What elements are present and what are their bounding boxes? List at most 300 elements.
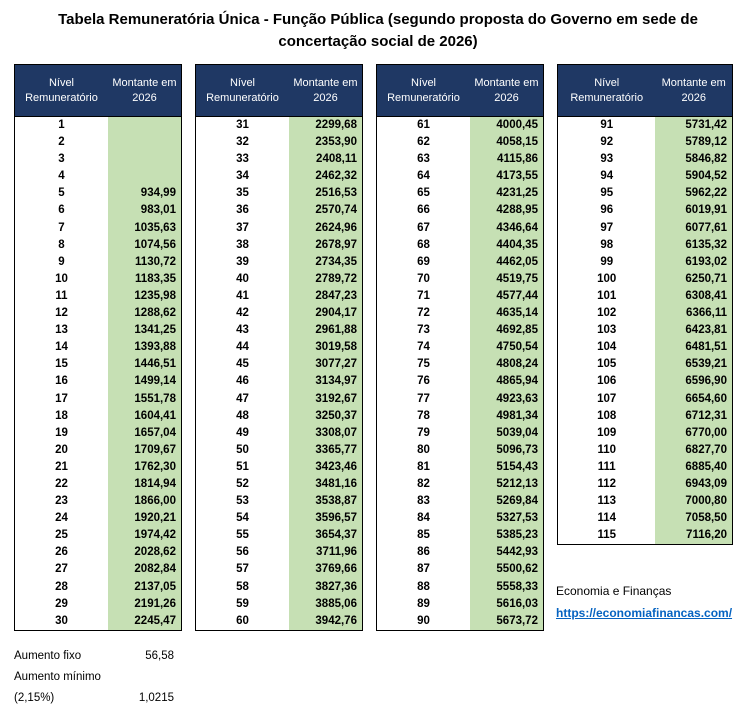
- table-row: [196, 425, 362, 442]
- montante-cell: 6827,70: [655, 442, 732, 459]
- table-row: [558, 220, 732, 237]
- nivel-cell: 90: [417, 614, 430, 627]
- montante-header: Montante em 2026: [293, 76, 358, 104]
- table-row: [15, 339, 181, 356]
- nivel-cell: 4: [58, 170, 65, 183]
- page-title: [0, 9, 756, 53]
- nivel-cell: 45: [236, 358, 249, 371]
- montante-cell: 5500,62: [470, 561, 543, 578]
- montante-cell: 4404,35: [470, 237, 543, 254]
- fixed-increase-line: [14, 646, 174, 667]
- montante-cell: 3019,58: [289, 339, 362, 356]
- table-row: [15, 493, 181, 510]
- nivel-cell: 82: [417, 477, 430, 490]
- nivel-cell: 64: [417, 170, 430, 183]
- nivel-cell: 76: [417, 375, 430, 388]
- table-body-3: [377, 117, 543, 630]
- nivel-cell: 110: [597, 443, 616, 456]
- nivel-cell: 102: [597, 307, 617, 320]
- table-row: [377, 288, 543, 305]
- nivel-header: Nível Remuneratório: [206, 76, 279, 104]
- montante-cell: 6366,11: [655, 305, 732, 322]
- nivel-cell: 63: [417, 153, 430, 166]
- table-row: [15, 544, 181, 561]
- nivel-cell: 25: [55, 529, 68, 542]
- nivel-cell: 8: [58, 238, 65, 251]
- table-row: [196, 561, 362, 578]
- nivel-cell: 49: [236, 426, 249, 439]
- table-row: [377, 151, 543, 168]
- table-row: [15, 527, 181, 544]
- table-row: [377, 322, 543, 339]
- table-row: [558, 117, 732, 134]
- nivel-cell: 57: [236, 563, 249, 576]
- table-row: [377, 544, 543, 561]
- nivel-cell: 38: [236, 238, 249, 251]
- table-row: [15, 305, 181, 322]
- montante-cell: 2353,90: [289, 134, 362, 151]
- montante-cell: 2789,72: [289, 271, 362, 288]
- montante-cell: 4577,44: [470, 288, 543, 305]
- table-row: [377, 561, 543, 578]
- nivel-cell: 99: [600, 255, 614, 268]
- table-row: [196, 339, 362, 356]
- nivel-cell: 50: [236, 443, 249, 456]
- nivel-cell: 34: [236, 170, 249, 183]
- nivel-cell: 59: [236, 597, 249, 610]
- montante-cell: 3711,96: [289, 544, 362, 561]
- montante-cell: 4692,85: [470, 322, 543, 339]
- credit-name: Economia e Finanças: [556, 584, 672, 598]
- table-row: [196, 476, 362, 493]
- nivel-cell: 17: [55, 392, 68, 405]
- page-title-line1: Tabela Remuneratória Única - Função Pública (segundo proposta do Governo em sede de: [58, 11, 698, 28]
- montante-cell: 2516,53: [289, 185, 362, 202]
- montante-cell: 7058,50: [655, 510, 732, 527]
- table-row: [377, 579, 543, 596]
- nivel-cell: 88: [417, 580, 430, 593]
- montante-cell: 1130,72: [108, 254, 181, 271]
- nivel-cell: 73: [417, 324, 430, 337]
- montante-cell: 6885,40: [655, 459, 732, 476]
- montante-cell: 6308,41: [655, 288, 732, 305]
- table-row: [15, 459, 181, 476]
- page-title-line2: concertação social de 2026): [278, 33, 478, 50]
- montante-cell: 4981,34: [470, 408, 543, 425]
- table-row: [377, 356, 543, 373]
- table-row: [377, 442, 543, 459]
- nivel-cell: 20: [55, 443, 68, 456]
- nivel-cell: 47: [236, 392, 249, 405]
- table-row: [377, 391, 543, 408]
- montante-cell: 4000,45: [470, 117, 543, 134]
- montante-cell: 6077,61: [655, 220, 732, 237]
- montante-cell: 3769,66: [289, 561, 362, 578]
- table-row: [558, 476, 732, 493]
- table-row: [377, 476, 543, 493]
- nivel-cell: 114: [597, 512, 616, 525]
- nivel-cell: 24: [55, 512, 68, 525]
- montante-cell: 2191,26: [108, 596, 181, 613]
- table-row: [15, 271, 181, 288]
- table-header: [15, 65, 181, 117]
- table-row: [196, 322, 362, 339]
- table-row: [15, 254, 181, 271]
- table-row: [196, 459, 362, 476]
- table-row: [196, 373, 362, 390]
- table-row: [377, 305, 543, 322]
- nivel-header: Nível Remuneratório: [25, 76, 98, 104]
- nivel-cell: 109: [597, 426, 617, 439]
- nivel-cell: 7: [58, 221, 65, 234]
- table-row: [196, 271, 362, 288]
- montante-cell: 4865,94: [470, 373, 543, 390]
- table-row: [15, 596, 181, 613]
- table-row: [377, 134, 543, 151]
- nivel-cell: 108: [597, 409, 617, 422]
- table-row: [558, 459, 732, 476]
- nivel-cell: 52: [236, 477, 249, 490]
- montante-cell: 5269,84: [470, 493, 543, 510]
- nivel-cell: 111: [597, 460, 616, 473]
- montante-cell: 1288,62: [108, 305, 181, 322]
- montante-cell: 2847,23: [289, 288, 362, 305]
- montante-header: Montante em 2026: [112, 76, 177, 104]
- nivel-cell: 83: [417, 495, 430, 508]
- table-row: [15, 442, 181, 459]
- table-row: [196, 151, 362, 168]
- nivel-cell: 43: [236, 324, 249, 337]
- montante-cell: 4519,75: [470, 271, 543, 288]
- nivel-cell: 27: [55, 563, 68, 576]
- table-row: [377, 527, 543, 544]
- nivel-cell: 104: [597, 341, 617, 354]
- nivel-cell: 44: [236, 341, 249, 354]
- montante-cell: 5327,53: [470, 510, 543, 527]
- montante-cell: 2462,32: [289, 168, 362, 185]
- nivel-cell: 101: [597, 289, 617, 302]
- table-row: [558, 271, 732, 288]
- nivel-cell: 30: [55, 614, 68, 627]
- montante-cell: 5673,72: [470, 613, 543, 630]
- table-row: [377, 425, 543, 442]
- montante-cell: [108, 151, 181, 168]
- montante-cell: 3134,97: [289, 373, 362, 390]
- table-row: [196, 613, 362, 630]
- montante-cell: 1183,35: [108, 271, 181, 288]
- nivel-cell: 105: [597, 358, 617, 371]
- fixed-increase-value: 56,58: [145, 650, 174, 662]
- montante-cell: 5962,22: [655, 185, 732, 202]
- table-row: [377, 613, 543, 630]
- nivel-cell: 74: [417, 341, 430, 354]
- montante-cell: 6943,09: [655, 476, 732, 493]
- table-row: [196, 202, 362, 219]
- nivel-cell: 48: [236, 409, 249, 422]
- table-row: [15, 288, 181, 305]
- nivel-header: Nível Remuneratório: [570, 76, 644, 104]
- nivel-cell: 15: [55, 358, 68, 371]
- table-row: [558, 134, 732, 151]
- nivel-cell: 53: [236, 495, 249, 508]
- table-row: [558, 151, 732, 168]
- montante-cell: 5039,04: [470, 425, 543, 442]
- montante-cell: 1657,04: [108, 425, 181, 442]
- montante-cell: 6193,02: [655, 254, 732, 271]
- nivel-cell: 70: [417, 272, 430, 285]
- table-row: [196, 117, 362, 134]
- table-row: [377, 254, 543, 271]
- nivel-cell: 103: [597, 324, 617, 337]
- montante-cell: 4635,14: [470, 305, 543, 322]
- table-row: [377, 493, 543, 510]
- montante-cell: 1035,63: [108, 220, 181, 237]
- montante-cell: 3365,77: [289, 442, 362, 459]
- nivel-cell: 69: [417, 255, 430, 268]
- table-row: [377, 185, 543, 202]
- table-row: [196, 168, 362, 185]
- nivel-cell: 18: [55, 409, 68, 422]
- table-row: [558, 510, 732, 527]
- nivel-cell: 31: [236, 119, 249, 131]
- nivel-cell: 79: [417, 426, 430, 439]
- table-row: [558, 391, 732, 408]
- nivel-cell: 58: [236, 580, 249, 593]
- montante-cell: 2678,97: [289, 237, 362, 254]
- nivel-cell: 77: [417, 392, 430, 405]
- nivel-cell: 32: [236, 136, 249, 149]
- table-row: [377, 117, 543, 134]
- table-header: [558, 65, 732, 117]
- table-row: [377, 202, 543, 219]
- nivel-cell: 112: [597, 477, 616, 490]
- nivel-cell: 95: [600, 187, 614, 200]
- table-row: [15, 579, 181, 596]
- table-row: [15, 476, 181, 493]
- table-row: [196, 527, 362, 544]
- montante-cell: 2624,96: [289, 220, 362, 237]
- table-row: [196, 185, 362, 202]
- nivel-cell: 10: [55, 272, 68, 285]
- montante-cell: 1235,98: [108, 288, 181, 305]
- montante-cell: 1920,21: [108, 510, 181, 527]
- montante-cell: 5846,82: [655, 151, 732, 168]
- summary-block: [14, 646, 174, 709]
- montante-cell: 2570,74: [289, 202, 362, 219]
- montante-cell: 1814,94: [108, 476, 181, 493]
- montante-cell: 3250,37: [289, 408, 362, 425]
- montante-cell: 2408,11: [289, 151, 362, 168]
- montante-cell: 7116,20: [655, 527, 732, 544]
- nivel-cell: 113: [597, 495, 616, 508]
- nivel-cell: 22: [55, 477, 68, 490]
- table-body-1: [15, 117, 181, 630]
- montante-cell: 4231,25: [470, 185, 543, 202]
- nivel-cell: 23: [55, 495, 68, 508]
- nivel-cell: 21: [55, 460, 68, 473]
- montante-cell: 5616,03: [470, 596, 543, 613]
- table-row: [377, 339, 543, 356]
- montante-cell: 1341,25: [108, 322, 181, 339]
- table-row: [15, 237, 181, 254]
- table-header: [196, 65, 362, 117]
- montante-cell: 4750,54: [470, 339, 543, 356]
- table-row: [196, 442, 362, 459]
- nivel-cell: 80: [417, 443, 430, 456]
- montante-cell: 1866,00: [108, 493, 181, 510]
- montante-cell: 2137,05: [108, 579, 181, 596]
- montante-cell: 2961,88: [289, 322, 362, 339]
- montante-cell: 2245,47: [108, 613, 181, 630]
- montante-cell: 6019,91: [655, 202, 732, 219]
- nivel-cell: 56: [236, 546, 249, 559]
- montante-cell: 1974,42: [108, 527, 181, 544]
- nivel-cell: 87: [417, 563, 430, 576]
- table-row: [196, 288, 362, 305]
- min-increase-label-line: [14, 667, 174, 688]
- nivel-cell: 71: [417, 289, 430, 302]
- min-increase-pct: (2,15%): [14, 692, 55, 704]
- nivel-cell: 84: [417, 512, 430, 525]
- table-row: [196, 510, 362, 527]
- montante-cell: 2734,35: [289, 254, 362, 271]
- montante-cell: 7000,80: [655, 493, 732, 510]
- table-row: [15, 220, 181, 237]
- montante-cell: 4058,15: [470, 134, 543, 151]
- nivel-cell: 40: [236, 272, 249, 285]
- table-row: [15, 391, 181, 408]
- montante-cell: 1709,67: [108, 442, 181, 459]
- nivel-cell: 55: [236, 529, 249, 542]
- montante-cell: 5154,43: [470, 459, 543, 476]
- table-row: [196, 579, 362, 596]
- montante-cell: 4288,95: [470, 202, 543, 219]
- montante-header: Montante em 2026: [474, 76, 539, 104]
- montante-cell: 1393,88: [108, 339, 181, 356]
- nivel-cell: 62: [417, 136, 430, 149]
- montante-cell: 1762,30: [108, 459, 181, 476]
- montante-cell: 5442,93: [470, 544, 543, 561]
- nivel-cell: 92: [600, 136, 614, 149]
- salary-table-3: [376, 64, 544, 631]
- table-row: [15, 202, 181, 219]
- montante-cell: 1446,51: [108, 356, 181, 373]
- nivel-cell: 14: [55, 341, 68, 354]
- nivel-cell: 3: [58, 153, 65, 166]
- nivel-cell: 51: [236, 460, 249, 473]
- montante-cell: 3596,57: [289, 510, 362, 527]
- nivel-cell: 37: [236, 221, 249, 234]
- nivel-cell: 41: [236, 289, 249, 302]
- montante-cell: 4462,05: [470, 254, 543, 271]
- min-increase-value-line: [14, 688, 174, 709]
- table-row: [558, 339, 732, 356]
- montante-cell: 6481,51: [655, 339, 732, 356]
- nivel-cell: 100: [597, 272, 617, 285]
- table-row: [15, 408, 181, 425]
- table-row: [558, 493, 732, 510]
- montante-cell: 3885,06: [289, 596, 362, 613]
- table-row: [558, 185, 732, 202]
- table-row: [196, 254, 362, 271]
- nivel-cell: 26: [55, 546, 68, 559]
- table-row: [196, 305, 362, 322]
- table-row: [558, 168, 732, 185]
- nivel-cell: 28: [55, 580, 68, 593]
- nivel-cell: 16: [55, 375, 68, 388]
- montante-cell: 4115,86: [470, 151, 543, 168]
- salary-table-4: [557, 64, 733, 545]
- table-row: [15, 561, 181, 578]
- montante-cell: 4923,63: [470, 391, 543, 408]
- montante-cell: 3827,36: [289, 579, 362, 596]
- montante-cell: 1499,14: [108, 373, 181, 390]
- nivel-cell: 115: [597, 529, 616, 542]
- table-row: [558, 237, 732, 254]
- nivel-cell: 72: [417, 307, 430, 320]
- nivel-cell: 65: [417, 187, 430, 200]
- montante-cell: 6423,81: [655, 322, 732, 339]
- montante-cell: 5096,73: [470, 442, 543, 459]
- montante-cell: 6712,31: [655, 408, 732, 425]
- table-row: [196, 220, 362, 237]
- montante-cell: 3423,46: [289, 459, 362, 476]
- nivel-cell: 1: [58, 119, 65, 131]
- nivel-cell: 66: [417, 204, 430, 217]
- table-row: [558, 322, 732, 339]
- montante-cell: 5558,33: [470, 579, 543, 596]
- nivel-cell: 33: [236, 153, 249, 166]
- table-row: [558, 527, 732, 544]
- nivel-cell: 6: [58, 204, 65, 217]
- nivel-cell: 98: [600, 238, 614, 251]
- montante-cell: 4173,55: [470, 168, 543, 185]
- table-row: [377, 220, 543, 237]
- montante-cell: 1074,56: [108, 237, 181, 254]
- nivel-cell: 39: [236, 255, 249, 268]
- table-row: [377, 271, 543, 288]
- table-row: [377, 168, 543, 185]
- table-row: [196, 544, 362, 561]
- montante-cell: [108, 168, 181, 185]
- montante-cell: [108, 117, 181, 134]
- nivel-cell: 46: [236, 375, 249, 388]
- nivel-cell: 93: [600, 153, 614, 166]
- montante-cell: 5385,23: [470, 527, 543, 544]
- montante-cell: 5789,12: [655, 134, 732, 151]
- credit-link[interactable]: https://economiafinancas.com/: [556, 606, 733, 620]
- nivel-cell: 5: [58, 187, 65, 200]
- salary-table-2: [195, 64, 363, 631]
- table-row: [15, 373, 181, 390]
- table-row: [558, 288, 732, 305]
- montante-cell: 6539,21: [655, 356, 732, 373]
- montante-cell: 3481,16: [289, 476, 362, 493]
- montante-cell: 2082,84: [108, 561, 181, 578]
- nivel-cell: 81: [417, 460, 430, 473]
- montante-cell: [108, 134, 181, 151]
- table-row: [196, 134, 362, 151]
- nivel-cell: 89: [417, 597, 430, 610]
- nivel-cell: 54: [236, 512, 249, 525]
- tables-row: [14, 64, 733, 631]
- table-row: [558, 305, 732, 322]
- montante-cell: 3077,27: [289, 356, 362, 373]
- montante-header: Montante em 2026: [661, 76, 726, 104]
- table-header: [377, 65, 543, 117]
- table-row: [377, 510, 543, 527]
- nivel-cell: 42: [236, 307, 249, 320]
